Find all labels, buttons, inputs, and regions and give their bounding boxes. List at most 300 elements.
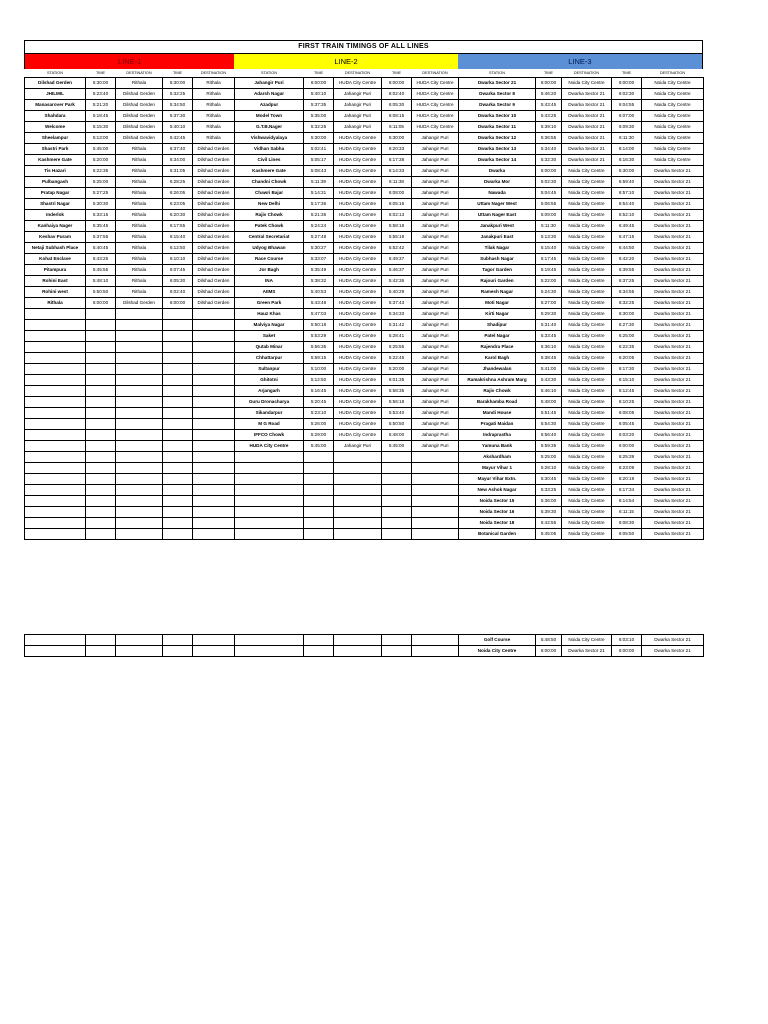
destination-cell: Noida City Centre <box>562 331 612 342</box>
time-cell: 5:38:45 <box>536 353 562 364</box>
time-cell: 5:31:40 <box>536 320 562 331</box>
station-cell: New Ashok Nagar <box>459 485 536 496</box>
destination-cell: Noida City Centre <box>562 177 612 188</box>
empty-cell <box>235 474 304 485</box>
empty-cell <box>116 309 163 320</box>
time-cell: 5:32:25 <box>163 89 193 100</box>
empty-cell <box>86 474 116 485</box>
destination-cell: Dwarka Sector 21 <box>642 386 704 397</box>
station-cell: Yamuna Bank <box>459 441 536 452</box>
destination-cell: Dwarka Sector 21 <box>642 221 704 232</box>
time-cell: 6:37:40 <box>163 144 193 155</box>
table-row <box>25 89 704 100</box>
empty-cell <box>25 496 86 507</box>
table-row <box>25 111 704 122</box>
station-cell: Jhandewalan <box>459 364 536 375</box>
station-cell: Dwarka Sector 11 <box>459 122 536 133</box>
empty-cell <box>193 397 235 408</box>
empty-cell <box>193 474 235 485</box>
destination-cell: Dilshad Gerden <box>193 210 235 221</box>
empty-cell <box>382 646 412 657</box>
destination-cell: Rithala <box>116 265 163 276</box>
destination-cell: HUDA City Centre <box>334 243 382 254</box>
station-cell: Kashmere Gate <box>235 166 304 177</box>
destination-cell: Noida City Centre <box>562 635 612 646</box>
table-row <box>25 100 704 111</box>
time-cell: 5:46:20 <box>536 89 562 100</box>
time-cell: 5:45:00 <box>304 441 334 452</box>
destination-cell: Dwarka Sector 21 <box>642 177 704 188</box>
empty-cell <box>235 646 304 657</box>
destination-cell: Dwarka Sector 21 <box>642 353 704 364</box>
station-cell: Ramakrishna Ashram Marg <box>459 375 536 386</box>
station-cell: Pratap Nagar <box>25 188 86 199</box>
empty-cell <box>382 635 412 646</box>
empty-cell <box>412 646 459 657</box>
destination-cell: HUDA City Centre <box>334 397 382 408</box>
empty-cell <box>86 309 116 320</box>
destination-cell: HUDA City Centre <box>334 78 382 89</box>
station-cell: Noida City Centre <box>459 646 536 657</box>
station-cell: Chhattarpur <box>235 353 304 364</box>
station-cell: Noida Sector 15 <box>459 496 536 507</box>
time-cell: 5:19:45 <box>536 265 562 276</box>
empty-cell <box>163 364 193 375</box>
destination-cell: Rithala <box>116 232 163 243</box>
station-cell: Netaji Subhash Place <box>25 243 86 254</box>
time-cell: 5:41:00 <box>536 364 562 375</box>
time-cell: 5:33:45 <box>536 331 562 342</box>
empty-cell <box>163 320 193 331</box>
station-cell: Mandi House <box>459 408 536 419</box>
destination-cell: Rithala <box>116 199 163 210</box>
destination-cell: Dwarka Sector 21 <box>642 243 704 254</box>
time-cell: 5:30:00 <box>382 133 412 144</box>
empty-cell <box>86 518 116 529</box>
station-cell: Sheelampur <box>25 133 86 144</box>
destination-cell: Noida City Centre <box>562 232 612 243</box>
destination-cell: Dwarka Sector 21 <box>642 646 704 657</box>
time-cell: 6:22:35 <box>612 342 642 353</box>
station-cell: Ghitotni <box>235 375 304 386</box>
station-cell: M G Road <box>235 419 304 430</box>
station-cell: Uttam Nager East <box>459 210 536 221</box>
time-cell: 6:08:30 <box>612 518 642 529</box>
empty-cell <box>86 364 116 375</box>
time-cell: 6:00:00 <box>382 78 412 89</box>
time-cell: 5:48:10 <box>86 276 116 287</box>
time-cell: 5:36:00 <box>536 496 562 507</box>
destination-cell: Rithala <box>116 287 163 298</box>
time-cell: 5:37:35 <box>304 100 334 111</box>
station-cell: Chandni Chowk <box>235 177 304 188</box>
table-row <box>25 287 704 298</box>
empty-cell <box>304 452 334 463</box>
time-cell: 6:15:10 <box>612 375 642 386</box>
empty-cell <box>163 496 193 507</box>
empty-cell <box>382 474 412 485</box>
destination-cell: Dilshad Gerden <box>116 298 163 309</box>
destination-cell: Noida City Centre <box>562 375 612 386</box>
table-row <box>25 452 704 463</box>
time-cell: 5:33:15 <box>86 210 116 221</box>
destination-cell: Jahangir Puri <box>412 441 459 452</box>
time-cell: 5:02:41 <box>304 144 334 155</box>
destination-cell: Noida City Centre <box>562 78 612 89</box>
empty-cell <box>412 463 459 474</box>
table-row <box>25 122 704 133</box>
table-row <box>25 386 704 397</box>
destination-cell: Dwarka Sector 21 <box>642 397 704 408</box>
time-cell: 5:20:00 <box>86 155 116 166</box>
destination-cell: HUDA City Centre <box>334 408 382 419</box>
destination-cell: Dwarka Sector 21 <box>642 232 704 243</box>
column-header: DESTINATION <box>573 71 600 75</box>
time-cell: 5:17:45 <box>536 254 562 265</box>
destination-cell: Rithala <box>116 276 163 287</box>
station-cell: Vishwavidyalaya <box>235 133 304 144</box>
time-cell: 6:05:50 <box>612 529 642 540</box>
empty-cell <box>86 441 116 452</box>
destination-cell: Dwarka Sector 21 <box>642 474 704 485</box>
station-cell: Sultanpur <box>235 364 304 375</box>
time-cell: 5:59:35 <box>536 441 562 452</box>
destination-cell: Jahangir Puri <box>412 265 459 276</box>
destination-cell: HUDA City Centre <box>334 309 382 320</box>
station-cell: Tilak Nagar <box>459 243 536 254</box>
time-cell: 5:50:50 <box>86 287 116 298</box>
time-cell: 5:30:45 <box>536 474 562 485</box>
destination-cell: Jahangir Puri <box>412 221 459 232</box>
station-cell: Shastri Park <box>25 144 86 155</box>
empty-cell <box>235 463 304 474</box>
table-row <box>25 188 704 199</box>
destination-cell: Jahangir Puri <box>412 210 459 221</box>
time-cell: 5:14:31 <box>304 188 334 199</box>
empty-cell <box>235 529 304 540</box>
table-row <box>25 507 704 518</box>
station-cell: Green Park <box>235 298 304 309</box>
empty-cell <box>193 342 235 353</box>
empty-cell <box>163 386 193 397</box>
table-row <box>25 419 704 430</box>
empty-cell <box>334 507 382 518</box>
empty-cell <box>163 646 193 657</box>
destination-cell: HUDA City Centre <box>334 276 382 287</box>
destination-cell: Noida City Centre <box>562 529 612 540</box>
station-cell: Kashmere Gate <box>25 155 86 166</box>
table-row <box>25 309 704 320</box>
empty-cell <box>412 518 459 529</box>
empty-cell <box>334 452 382 463</box>
time-cell: 6:10:25 <box>612 397 642 408</box>
lower-timings-table <box>24 634 704 657</box>
time-cell: 5:34:33 <box>382 309 412 320</box>
empty-cell <box>116 474 163 485</box>
time-cell: 5:09:00 <box>536 210 562 221</box>
destination-cell: Dwarka Sector 21 <box>642 408 704 419</box>
empty-cell <box>86 320 116 331</box>
empty-cell <box>116 485 163 496</box>
column-header: TIME <box>172 71 183 75</box>
destination-cell: Dwarka Sector 21 <box>642 518 704 529</box>
empty-cell <box>334 474 382 485</box>
destination-cell: Jahangir Puri <box>412 232 459 243</box>
destination-cell: Dwarka Sector 21 <box>642 188 704 199</box>
table-row <box>25 485 704 496</box>
empty-cell <box>163 353 193 364</box>
time-cell: 6:02:40 <box>382 89 412 100</box>
time-cell: 6:00:00 <box>536 646 562 657</box>
table-row <box>25 342 704 353</box>
station-cell: Kanhaiya Nager <box>25 221 86 232</box>
destination-cell: Noida City Centre <box>642 89 704 100</box>
destination-cell: Dwarka Sector 21 <box>642 276 704 287</box>
time-cell: 5:08:43 <box>304 166 334 177</box>
table-row <box>25 331 704 342</box>
destination-cell: HUDA City Centre <box>334 144 382 155</box>
destination-cell: HUDA City Centre <box>334 199 382 210</box>
empty-cell <box>193 331 235 342</box>
time-cell: 5:48:00 <box>536 397 562 408</box>
time-cell: 5:58:18 <box>382 221 412 232</box>
time-cell: 6:02:40 <box>163 287 193 298</box>
empty-cell <box>334 496 382 507</box>
time-cell: 5:40:45 <box>86 243 116 254</box>
empty-cell <box>116 507 163 518</box>
destination-cell: Dwarka Sector 21 <box>562 155 612 166</box>
timetable-sheet <box>24 40 703 540</box>
station-cell: Pragati Maidan <box>459 419 536 430</box>
time-cell: 5:35:45 <box>86 221 116 232</box>
empty-cell <box>334 646 382 657</box>
time-cell: 6:08:15 <box>382 111 412 122</box>
time-cell: 5:53:40 <box>382 408 412 419</box>
station-cell: Udyog Bhawan <box>235 243 304 254</box>
empty-cell <box>86 430 116 441</box>
time-cell: 6:05:30 <box>382 100 412 111</box>
empty-cell <box>235 496 304 507</box>
destination-cell: Dilshad Gerden <box>193 221 235 232</box>
time-cell: 6:27:30 <box>612 320 642 331</box>
destination-cell: Dilshad Gerden <box>116 133 163 144</box>
station-cell: Barakhamba Road <box>459 397 536 408</box>
destination-cell: Rithala <box>116 188 163 199</box>
destination-cell: HUDA City Centre <box>334 133 382 144</box>
time-cell: 6:23:05 <box>163 199 193 210</box>
time-cell: 5:43:30 <box>536 375 562 386</box>
destination-cell: Noida City Centre <box>562 298 612 309</box>
station-cell: IFFCO Chowk <box>235 430 304 441</box>
time-cell: 6:20:33 <box>382 144 412 155</box>
empty-cell <box>235 518 304 529</box>
destination-cell: Dwarka Sector 21 <box>642 298 704 309</box>
time-cell: 5:40:10 <box>304 89 334 100</box>
station-cell: Dwarka Sector 14 <box>459 155 536 166</box>
destination-cell: Jahangir Puri <box>334 111 382 122</box>
destination-cell: Noida City Centre <box>562 309 612 320</box>
table-row <box>25 210 704 221</box>
destination-cell: HUDA City Centre <box>412 89 459 100</box>
destination-cell: Dwarka Sector 21 <box>642 635 704 646</box>
column-header: TIME <box>313 71 324 75</box>
column-header: STATION <box>261 71 277 75</box>
time-cell: 5:12:50 <box>304 375 334 386</box>
empty-cell <box>193 408 235 419</box>
empty-cell <box>412 635 459 646</box>
empty-cell <box>116 430 163 441</box>
station-cell: Adarsh Nagar <box>235 89 304 100</box>
time-cell: 5:46:10 <box>536 386 562 397</box>
empty-cell <box>25 485 86 496</box>
station-cell: Rajiv Chowk <box>235 210 304 221</box>
table-row <box>25 298 704 309</box>
table-row <box>25 397 704 408</box>
destination-cell: Noida City Centre <box>562 287 612 298</box>
empty-cell <box>86 635 116 646</box>
destination-cell: Noida City Centre <box>562 265 612 276</box>
time-cell: 6:05:30 <box>163 276 193 287</box>
destination-cell: Jahangir Puri <box>412 375 459 386</box>
station-cell: Chawri Bajar <box>235 188 304 199</box>
station-cell: Keshav Puram <box>25 232 86 243</box>
empty-cell <box>412 507 459 518</box>
empty-cell <box>382 529 412 540</box>
time-cell: 5:43:25 <box>86 254 116 265</box>
empty-cell <box>304 496 334 507</box>
station-cell: Dwarka Sector 10 <box>459 111 536 122</box>
time-cell: 5:37:55 <box>86 232 116 243</box>
time-cell: 5:23:40 <box>86 89 116 100</box>
time-cell: 5:20:45 <box>304 397 334 408</box>
empty-cell <box>382 507 412 518</box>
time-cell: 6:14:54 <box>612 496 642 507</box>
table-row <box>25 199 704 210</box>
destination-cell: HUDA City Centre <box>334 320 382 331</box>
destination-cell: Jahangir Puri <box>412 342 459 353</box>
destination-cell: Dwarka Sector 21 <box>642 331 704 342</box>
destination-cell: Dilshad Gerden <box>116 111 163 122</box>
station-cell: Moti Nagar <box>459 298 536 309</box>
table-row <box>25 232 704 243</box>
empty-cell <box>304 463 334 474</box>
destination-cell: Dwarka Sector 21 <box>642 265 704 276</box>
destination-cell: Dwarka Sector 21 <box>642 210 704 221</box>
empty-cell <box>116 320 163 331</box>
time-cell: 6:30:00 <box>612 309 642 320</box>
destination-cell: Noida City Centre <box>562 485 612 496</box>
destination-cell: Noida City Centre <box>642 144 704 155</box>
destination-cell: Dwarka Sector 21 <box>562 144 612 155</box>
timings-table <box>24 69 704 540</box>
station-cell: Patel Nagar <box>459 331 536 342</box>
station-cell: Janakpuri East <box>459 232 536 243</box>
empty-cell <box>86 353 116 364</box>
time-cell: 6:28:25 <box>163 177 193 188</box>
empty-cell <box>382 496 412 507</box>
time-cell: 6:20:19 <box>612 474 642 485</box>
time-cell: 5:45:55 <box>86 265 116 276</box>
destination-cell: Dilshad Gerden <box>116 100 163 111</box>
time-cell: 5:46:37 <box>382 265 412 276</box>
destination-cell: Noida City Centre <box>562 397 612 408</box>
station-cell: HUDA City Centre <box>235 441 304 452</box>
destination-cell: Jahangir Puri <box>412 397 459 408</box>
time-cell: 6:11:15 <box>612 507 642 518</box>
destination-cell: HUDA City Centre <box>334 353 382 364</box>
table-row <box>25 243 704 254</box>
destination-cell: Noida City Centre <box>562 386 612 397</box>
table-row <box>25 474 704 485</box>
empty-cell <box>163 430 193 441</box>
time-cell: 5:30:00 <box>163 78 193 89</box>
station-cell: Noida Sector 16 <box>459 507 536 518</box>
column-header: TIME <box>391 71 402 75</box>
empty-cell <box>193 430 235 441</box>
empty-cell <box>193 309 235 320</box>
time-cell: 6:07:00 <box>612 111 642 122</box>
destination-cell: Dwarka Sector 21 <box>642 441 704 452</box>
destination-cell: Dwarka Sector 21 <box>562 646 612 657</box>
empty-cell <box>382 463 412 474</box>
time-cell: 5:23:10 <box>304 408 334 419</box>
time-cell: 5:36:55 <box>536 133 562 144</box>
empty-cell <box>193 353 235 364</box>
time-cell: 5:04:45 <box>536 188 562 199</box>
station-cell: Kirti Nagar <box>459 309 536 320</box>
empty-cell <box>86 342 116 353</box>
station-cell: Tagor Garden <box>459 265 536 276</box>
empty-cell <box>25 463 86 474</box>
time-cell: 6:12:50 <box>163 243 193 254</box>
empty-cell <box>193 485 235 496</box>
time-cell: 5:24:30 <box>536 287 562 298</box>
destination-cell: Dilshad Gerden <box>193 177 235 188</box>
destination-cell: Noida City Centre <box>562 430 612 441</box>
time-cell: 5:51:45 <box>536 408 562 419</box>
table-row <box>25 177 704 188</box>
time-cell: 5:33:25 <box>536 485 562 496</box>
time-cell: 5:59:15 <box>304 353 334 364</box>
destination-cell: Dwarka Sector 21 <box>642 419 704 430</box>
empty-cell <box>193 320 235 331</box>
time-cell: 5:11:30 <box>536 221 562 232</box>
destination-cell: Dilshad Gerden <box>193 166 235 177</box>
destination-cell: HUDA City Centre <box>334 188 382 199</box>
empty-cell <box>193 529 235 540</box>
empty-cell <box>304 646 334 657</box>
time-cell: 6:17:30 <box>612 364 642 375</box>
time-cell: 5:52:42 <box>382 243 412 254</box>
empty-cell <box>193 635 235 646</box>
table-row <box>25 496 704 507</box>
station-cell: Rajendra Place <box>459 342 536 353</box>
column-header: TIME <box>621 71 632 75</box>
station-cell: Mayur Vihar 1 <box>459 463 536 474</box>
empty-cell <box>193 419 235 430</box>
empty-cell <box>116 518 163 529</box>
time-cell: 6:08:00 <box>382 188 412 199</box>
time-cell: 5:37:43 <box>382 298 412 309</box>
empty-cell <box>25 441 86 452</box>
destination-cell: Dilshad Gerden <box>193 265 235 276</box>
destination-cell: Dwarka Sector 21 <box>642 496 704 507</box>
empty-cell <box>116 397 163 408</box>
destination-cell: Dwarka Sector 21 <box>642 287 704 298</box>
destination-cell: Dwarka Sector 21 <box>562 89 612 100</box>
station-cell: Malviya Nagar <box>235 320 304 331</box>
table-row <box>25 254 704 265</box>
